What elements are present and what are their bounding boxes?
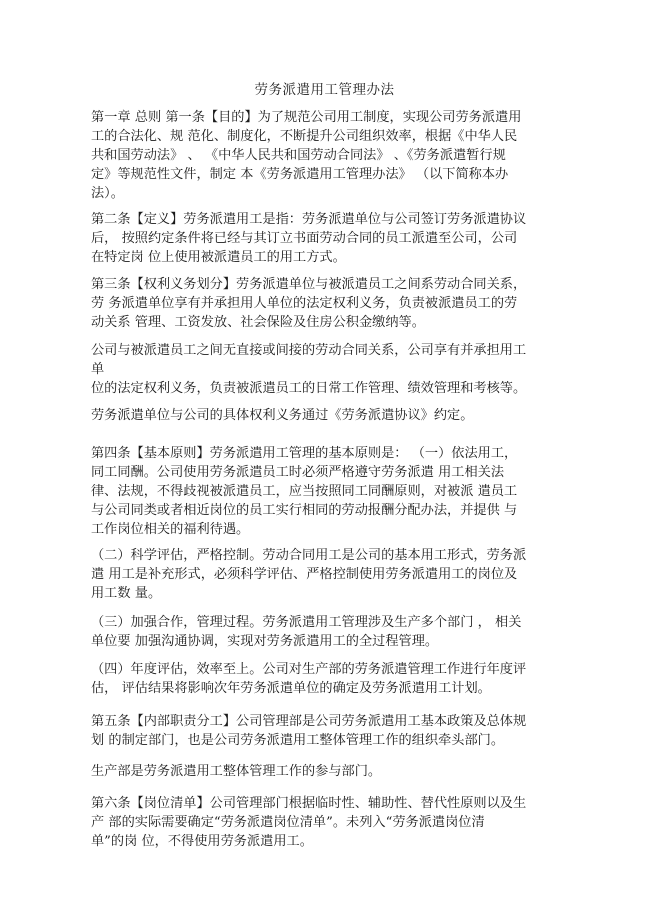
text-line: 劳 务派遣单位享有并承担用人单位的法定权利义务，负责被派遣员工的劳	[91, 296, 518, 311]
text-line: 动关系 管理、工资发放、社会保险及住房公积金缴纳等。	[91, 315, 425, 330]
text-line: 第六条【岗位清单】公司管理部门根据临时性、辅助性、替代性原则以及生	[91, 796, 527, 811]
text-line: 产 部的实际需要确定“劳务派遣岗位清单”。未列入“劳务派遣岗位清	[91, 815, 485, 830]
paragraph-article-5	[91, 712, 561, 750]
text-line: 单”的岗 位，不得使用劳务派遣用工。	[91, 834, 313, 849]
paragraph-principle-4	[91, 660, 561, 698]
text-line: 估， 评估结果将影响次年劳务派遣单位的确定及劳务派遣用工计划。	[91, 681, 491, 696]
text-line: 单	[91, 362, 105, 377]
paragraph-article-6	[91, 794, 561, 851]
paragraph-article-3	[91, 275, 561, 332]
text-line: 用工数 量。	[91, 586, 162, 601]
text-line: 与公司同类或者相近岗位的员工实行相同的劳动报酬分配办法，并提供 与	[91, 503, 518, 518]
paragraph-principle-2	[91, 546, 561, 603]
text-line: 位的法定权利义务，负责被派遣员工的日常工作管理、绩效管理和考核等。	[91, 381, 527, 396]
text-line: 单位要 加强沟通协调，实现对劳务派遣用工的全过程管理。	[91, 634, 439, 649]
text-line: 第五条【内部职责分工】公司管理部是公司劳务派遣用工基本政策及总体规	[91, 714, 527, 729]
paragraph-production-dept	[91, 762, 561, 781]
text-line: 共和国劳动法》 、 《中华人民共和国劳动合同法》 、《劳务派遣暂行规	[91, 148, 506, 163]
text-line: 遣 用工是补充形式，必须科学评估、严格控制使用劳务派遣用工的岗位及	[91, 567, 518, 582]
text-line: 第四条【基本原则】劳务派遣用工管理的基本原则是： （一）依法用工，	[91, 446, 518, 461]
paragraph-article-2	[91, 210, 561, 267]
text-line: 法）。	[91, 186, 124, 201]
paragraph-agreement	[91, 406, 561, 425]
text-line: 第一章 总则 第一条【目的】为了规范公司用工制度，实现公司劳务派遣用	[91, 110, 522, 125]
text-line: 工作岗位相关的福利待遇。	[91, 522, 250, 537]
text-line: 定》等规范性文件，制定 本《劳务派遣用工管理办法》 （以下简称本办	[91, 167, 509, 182]
text-line: 同工同酬。公司使用劳务派遣员工时必须严格遵守劳务派遣 用工相关法	[91, 465, 505, 480]
text-line: （二）科学评估，严格控制。劳动合同用工是公司的基本用工形式，劳务派	[91, 548, 527, 563]
paragraph-principle-3	[91, 613, 561, 651]
text-line: 划 的制定部门，也是公司劳务派遣用工整体管理工作的组织牵头部门。	[91, 733, 505, 748]
text-line: 在特定岗 位上使用被派遣员工的用工方式。	[91, 250, 346, 265]
text-line: 工的合法化、规 范化、制度化，不断提升公司组织效率，根据《中华人民	[91, 129, 518, 144]
text-line: （三）加强合作，管理过程。劳务派遣用工管理涉及生产多个部门 ， 相关	[91, 615, 522, 630]
text-line: 律、法规，不得歧视被派遣员工，应当按照同工同酬原则，对被派 遣员工	[91, 484, 518, 499]
text-line: 第三条【权利义务划分】劳务派遣单位与被派遣员工之间系劳动合同关系，	[91, 277, 527, 292]
paragraph-article-4	[91, 444, 561, 539]
text-line: （四）年度评估，效率至上。公司对生产部的劳务派遣管理工作进行年度评	[91, 662, 527, 677]
text-line: 第二条【定义】劳务派遣用工是指：劳务派遣单位与公司签订劳务派遣协议	[91, 212, 527, 227]
text-line: 后， 按照约定条件将已经与其订立书面劳动合同的员工派遣至公司，公司	[91, 231, 518, 246]
paragraph-employment-relation	[91, 341, 561, 398]
text-line: 生产部是劳务派遣用工整体管理工作的参与部门。	[91, 764, 382, 779]
paragraph-article-1	[91, 108, 561, 203]
text-line: 劳务派遣单位与公司的具体权利义务通过《劳务派遣协议》约定。	[91, 408, 474, 423]
document-title: 劳务派遣用工管理办法	[254, 82, 395, 98]
text-line: 公司与被派遣员工之间无直接或间接的劳动合同关系，公司享有并承担用工	[91, 343, 527, 358]
